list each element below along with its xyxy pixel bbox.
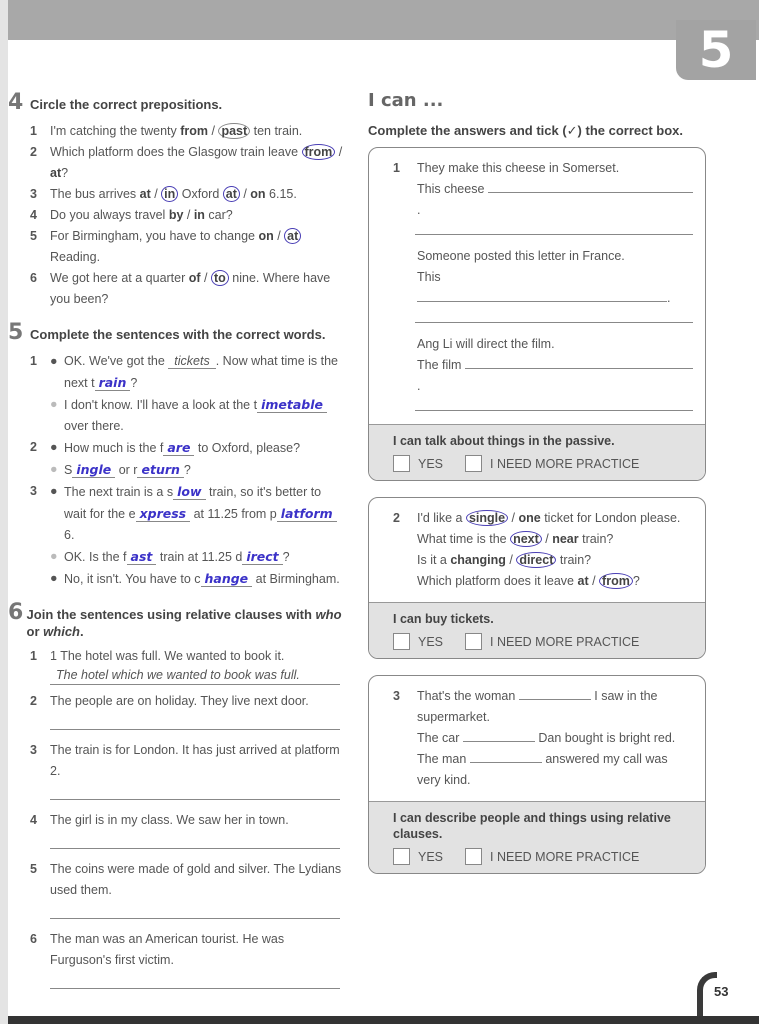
separator: / [208,124,219,138]
item-text: car? [204,208,233,222]
left-column [8,90,343,999]
exercise-5 [8,320,343,590]
list-item [30,929,343,971]
yes-checkbox[interactable] [393,633,410,650]
answer-blank[interactable] [417,289,667,302]
item-text: 1 The hotel was full. We wanted to book it. [50,649,285,663]
page-number: 53 [714,984,729,999]
bullet-icon: ● [50,549,58,563]
answer-line[interactable] [50,835,340,849]
list-item [30,268,343,310]
answer-blank[interactable]: imetable [257,397,327,413]
item-text: ten train. [250,124,303,138]
item-text: The coins were made of gold and silver. The Lydians used them. [50,862,342,897]
can-do-statement: I can talk about things in the passive. [393,434,615,448]
item-text: or r [115,463,138,477]
unit-tab: 5 [676,20,756,80]
option-circled[interactable]: single [466,510,508,526]
option[interactable]: from [180,124,209,138]
item-text: Reading. [50,250,101,264]
item-text: S [64,463,73,477]
item-number: 6 [30,932,37,946]
answer-blank[interactable]: ingle [72,462,115,478]
item-number: 6 [30,271,37,285]
option-circled[interactable]: to [211,270,229,286]
item-number: 5 [30,862,37,876]
item-number: 1 [30,649,37,663]
bullet-icon: ● [50,397,58,411]
answer-line[interactable] [50,786,340,800]
item-text: The car [417,731,460,745]
list-item [30,859,343,901]
item-number: 3 [30,187,37,201]
item-text: OK. We've got the [64,354,169,368]
page-edge-shadow [0,0,8,1024]
item-text: 6. [64,528,75,542]
option[interactable]: by [168,208,184,222]
option[interactable]: changing [450,553,506,567]
item-text: The man was an American tourist. He was Furguson's first victim. [50,932,285,967]
exercise-4 [8,90,343,310]
option-circled[interactable]: direct [516,552,556,568]
option[interactable]: at [50,166,62,180]
item-text: How much is the f [64,441,164,455]
item-number: 5 [30,229,37,243]
item-text: ? [632,574,640,588]
practice-label: I NEED MORE PRACTICE [490,456,640,471]
dialogue-line [30,568,343,590]
answer-blank[interactable] [519,687,591,700]
practice-label: I NEED MORE PRACTICE [490,849,640,864]
item-text: The next train is a s [64,485,174,499]
yes-label: YES [418,456,444,471]
item-text: at Birmingham. [252,572,340,586]
item-text: We got here at a quarter [50,271,189,285]
item-text: The bus arrives [50,187,140,201]
item-text: nine. Where have you been? [50,271,331,306]
option[interactable]: of [188,271,201,285]
option[interactable]: one [518,511,541,525]
exercise-title: Join the sentences using relative clauses with who or which. [26,607,342,639]
can-do-statement: I can buy tickets. [393,612,494,626]
option[interactable]: in [193,208,205,222]
list-item [30,691,343,712]
option[interactable]: at [577,574,589,588]
answer-blank[interactable]: eturn [137,462,183,478]
option-circled[interactable]: from [302,144,336,160]
item-text: OK. Is the f [64,550,127,564]
answer-blank[interactable]: xpress [136,506,191,522]
list-item [30,810,343,831]
item-number: 1 [393,161,400,175]
item-text: Do you always travel [50,208,169,222]
item-text: train, so it's better to wait for the e [64,485,322,521]
separator: / [239,187,251,201]
item-text: The people are on holiday. They live next door. [50,694,309,708]
item-text: Ang Li will direct the film. [417,337,555,351]
item-text: This [417,270,441,284]
section-heading: I can ... [368,90,444,111]
option-circled[interactable]: at [284,228,301,244]
right-column [368,90,708,890]
answer-blank[interactable]: rain [95,375,131,391]
answer-blank[interactable]: are [163,440,194,456]
item-text: Which platform does it leave [417,574,578,588]
exercise-number: 5 [8,320,24,345]
item-number: 3 [30,743,37,757]
answer-blank[interactable] [415,310,693,323]
item-text: ? [183,463,191,477]
list-item [30,226,343,268]
item-text: The girl is in my class. We saw her in town. [50,813,289,827]
option-circled[interactable]: past [218,123,250,139]
item-number: 3 [30,484,37,498]
dialogue-line [30,546,343,568]
bullet-icon: ● [50,440,58,454]
item-text: ? [61,166,69,180]
bullet-icon: ● [50,484,58,498]
item-text: Someone posted this letter in France. [417,249,625,263]
option-circled[interactable]: next [510,531,542,547]
item-text: The train is for London. It has just arrived at platform 2. [50,743,340,778]
section-instruction: Complete the answers and tick (✓) the correct box. [368,123,684,138]
list-item [30,646,343,667]
item-text: I'm catching the twenty [50,124,181,138]
answer-line[interactable] [50,905,340,919]
exercise-title: Circle the correct prepositions. [30,97,223,112]
yes-checkbox[interactable] [393,455,410,472]
self-check-box-tickets: 2 I'd like a single / one ticket for London please. What time is the next / near train? Is it a changing / direct train? Which platform does it leave at / from ? I can buy tickets. YES I NEED MORE PRACTICE [368,497,706,659]
item-text: Is it a [417,553,451,567]
list-item [30,184,343,205]
item-text: That's the woman [417,689,516,703]
item-text: at 11.25 from p [190,507,277,521]
exercise-title: Complete the sentences with the correct words. [30,327,326,342]
list-item [30,205,343,226]
answer-blank[interactable] [470,750,542,763]
item-number: 1 [30,354,37,368]
option-circled[interactable]: from [599,573,633,589]
answer-blank[interactable] [415,398,693,411]
answer-blank[interactable]: low [173,484,205,500]
item-text: I'd like a [417,511,466,525]
item-text: over there. [64,419,124,433]
self-check-box-relative-clauses [368,675,706,874]
practice-label: I NEED MORE PRACTICE [490,634,640,649]
option-circled[interactable]: at [223,186,240,202]
answer-blank[interactable]: latform [277,506,337,522]
list-item [30,121,343,142]
item-text: train? [578,532,614,546]
item-text: . Now what time is the next t [64,354,338,390]
separator: / [200,271,211,285]
item-text: ? [130,376,138,390]
bullet-icon: ● [50,462,58,476]
answer-line[interactable] [50,716,340,730]
item-number: 4 [30,208,37,222]
item-text: 6.15. [265,187,297,201]
item-text: They make this cheese in Somerset. [417,161,620,175]
exercise-number: 6 [8,600,24,625]
item-number: 2 [30,440,37,454]
practice-checkbox[interactable] [465,848,482,865]
item-text: train at 11.25 d [156,550,243,564]
item-text: What time is the [417,532,511,546]
item-text: Dan bought is bright red. [538,731,676,745]
item-number: 2 [30,694,37,708]
item-text: For Birmingham, you have to change [50,229,259,243]
dialogue-line [30,459,343,481]
separator: / [273,229,285,243]
option-circled[interactable]: in [161,186,178,202]
item-text: ticket for London please. [540,511,681,525]
option[interactable]: at [139,187,151,201]
item-text: to Oxford, please? [194,441,301,455]
item-text: I don't know. I'll have a look at the t [64,398,258,412]
item-number: 2 [30,145,37,159]
item-text: I saw in the supermarket. [417,689,658,724]
yes-label: YES [418,849,444,864]
header-band [8,0,759,40]
can-do-statement: I can describe people and things using relative clauses. [393,811,671,841]
option[interactable]: near [552,532,579,546]
dialogue-line [30,351,343,394]
answer-blank[interactable]: ast [127,549,157,565]
separator: / [150,187,162,201]
answer-blank[interactable] [465,356,693,369]
separator: / [183,208,194,222]
item-text: answered my call was very kind. [417,752,668,787]
answer-line[interactable] [50,975,340,989]
answer-line[interactable]: The hotel which we wanted to book was full. [50,667,340,685]
self-check-box-passive: 1 They make this cheese in Somerset. This cheese . Someone posted this letter in France. This . Ang Li will direct the film. The film . I can talk about things in the passive. YES I NEED MORE PRACTICE [368,147,706,481]
dialogue-line [30,437,343,459]
answer-blank[interactable] [488,180,693,193]
bullet-icon: ● [50,354,58,368]
answer-blank[interactable]: irect [242,549,282,565]
yes-label: YES [418,634,444,649]
dialogue-line [30,481,343,546]
item-text: The man [417,752,467,766]
option[interactable]: on [258,229,274,243]
separator: / [335,145,343,159]
practice-checkbox[interactable] [465,455,482,472]
dialogue-line [30,394,343,437]
answer-blank[interactable] [463,729,535,742]
answer-blank[interactable] [415,222,693,235]
item-number: 1 [30,124,37,138]
list-item [30,740,343,782]
item-text: Which platform does the Glasgow train leave [50,145,302,159]
option[interactable]: on [250,187,266,201]
practice-checkbox[interactable] [465,633,482,650]
item-text: No, it isn't. You have to c [64,572,201,586]
answer-blank[interactable]: tickets [168,354,215,369]
list-item [30,142,343,184]
answer-blank[interactable]: hange [201,571,253,587]
item-text: train? [556,553,592,567]
yes-checkbox[interactable] [393,848,410,865]
exercise-6 [8,600,343,989]
footer-band [8,1016,759,1024]
item-number: 3 [393,689,400,703]
exercise-number: 4 [8,90,24,115]
item-text: The film [417,358,462,372]
item-number: 2 [393,511,400,525]
item-text: ? [282,550,290,564]
item-text: This cheese [417,182,485,196]
item-number: 4 [30,813,37,827]
item-text: Oxford [178,187,223,201]
bullet-icon: ● [50,571,58,585]
